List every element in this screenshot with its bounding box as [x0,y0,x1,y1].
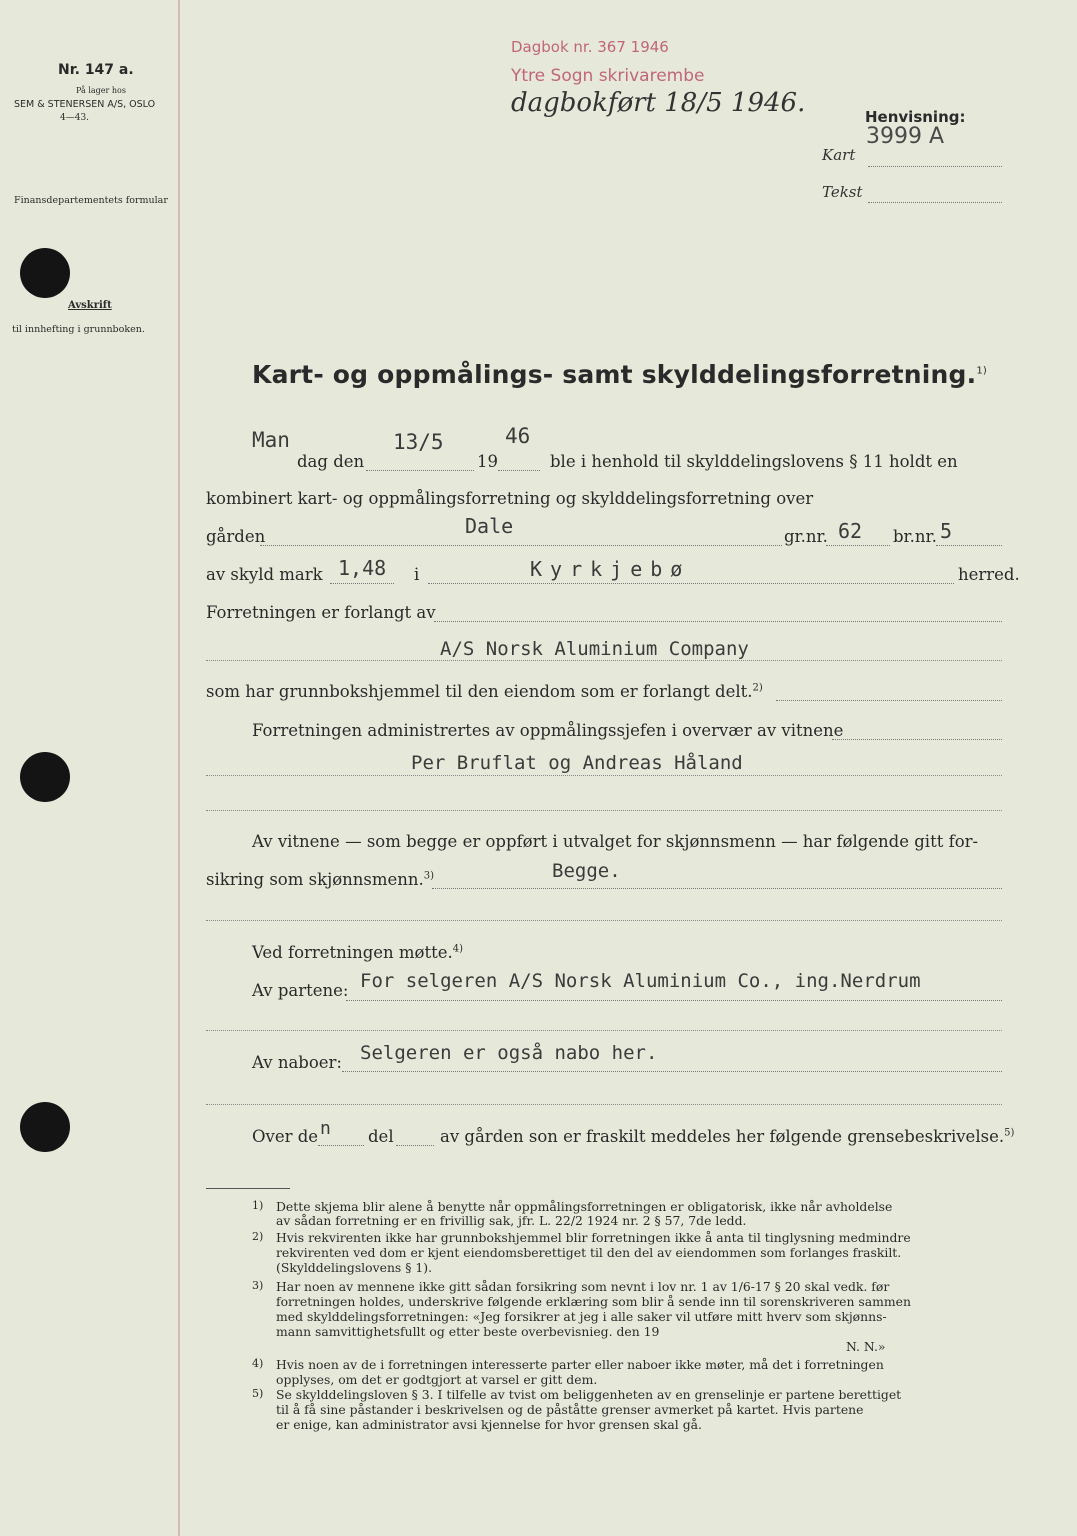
i-label: i [414,565,420,584]
footnote-line: er enige, kan administrator avsi kjennelse for hvor grensen skal gå. [276,1417,702,1432]
footnote-line: med skylddelingsforretningen: «Jeg forsikrer at jeg i alle saker vil utføre mitt hverv som skjønns- [276,1309,887,1324]
herred-line [428,583,954,584]
handwritten-diary-note: dagbokført 18/5 1946. [511,88,806,118]
punch-hole-middle [20,752,70,802]
begge-line [432,888,1002,889]
ministry-form-label: Finansdepartementets formular [14,195,168,206]
footnote-line: av sådan forretning er en frivillig sak, jfr. L. 22/2 1924 nr. 2 § 57, 7de ledd. [276,1213,747,1228]
footnote-number: 1) [252,1199,264,1212]
punch-hole-top [20,248,70,298]
partene-value: For selgeren A/S Norsk Aluminium Co., ing.Nerdrum [360,970,921,992]
herred-label: herred. [958,565,1020,584]
herred-value: Kyrkjebø [530,557,691,581]
footnote-line: (Skylddelingslovens § 1). [276,1260,433,1275]
naboer-value: Selgeren er også nabo her. [360,1042,658,1064]
year-prefix: 19 [477,452,498,471]
footnote-line: rekvirenten ved dom er kjent eiendomsberettiget til den del av eiendommen som forlanges fraskilt. [276,1245,902,1260]
forlangt-line-2 [206,660,1002,661]
avskrift-note: til innhefting i grunnboken. [12,324,145,335]
title-footnote-ref: 1) [976,365,987,377]
brnr-label: br.nr. [893,527,937,546]
footnote-line: opplyses, om det er godtgjort at varsel er gitt dem. [276,1372,598,1387]
publisher-name: SEM & STENERSEN A/S, OSLO [14,99,156,110]
grunnbok-label [206,682,763,701]
del-line [396,1145,434,1146]
kart-label: Kart [822,146,856,164]
grnr-line [826,545,890,546]
begge-line-2 [206,920,1002,921]
begge-value: Begge. [552,860,621,882]
reference-number: 3999 A [866,124,945,149]
av-vitnene-footnote-ref: 3) [423,870,435,882]
footnote-line: Hvis rekvirenten ikke har grunnbokshjemmel blir forretningen ikke å anta til tinglysning medmindre [276,1230,911,1245]
kart-line [868,166,1002,167]
over-footnote-ref: 5) [1004,1127,1015,1139]
footnote-line: Se skylddelingsloven § 3. I tilfelle av tvist om beliggenheten av en grenselinje er partene berettiget [276,1387,902,1402]
date-value: 13/5 [393,430,444,454]
footnote-number: 2) [252,1230,264,1243]
year-line [498,470,540,471]
court-stamp: Ytre Sogn skrivarembe [511,66,705,86]
vitner-value: Per Bruflat og Andreas Håland [411,752,743,774]
motte-footnote-ref: 4) [452,943,464,955]
reference-label: Henvisning: [865,108,966,126]
admin-label: Forretningen administrertes av oppmålingssjefen i overvær av vitnene [252,721,844,740]
motte-text: Ved forretningen møtte. [252,943,453,962]
line1-tail: ble i henhold til skylddelingslovens § 11 holdt en [550,452,958,471]
footnote-line: mann samvittighetsfullt og etter beste overbevisnieg. den 19 [276,1324,660,1339]
del-label: del [368,1127,394,1146]
title-text: Kart- og oppmålings- samt skylddelingsforretning. [252,360,977,389]
over-line [318,1145,364,1146]
forlangt-value: A/S Norsk Aluminium Company [440,638,749,660]
footnote-line: Hvis noen av de i forretningen interesserte parter eller naboer ikke møter, må det i forretningen [276,1357,884,1372]
footnote-number: 5) [252,1387,264,1400]
margin-line [178,0,180,1536]
brnr-value: 5 [940,519,953,543]
day-value: Man [252,428,290,452]
forlangt-label: Forretningen er forlangt av [206,603,436,622]
grunnbok-text: som har grunnbokshjemmel til den eiendom som er forlangt delt. [206,682,753,701]
vitner-line-2 [206,810,1002,811]
naboer-line-2 [206,1104,1002,1105]
over-tail-text: av gården son er fraskilt meddeles her følgende grensebeskrivelse. [440,1127,1005,1146]
av-vitnene-text: Av vitnene — som begge er oppført i utvalget for skjønnsmenn — har følgende gitt for- [252,832,979,851]
partene-label: Av partene: [252,981,349,1000]
naboer-label: Av naboer: [252,1053,342,1072]
year-value: 46 [505,424,531,448]
skyld-label: av skyld mark [206,565,323,584]
tekst-label: Tekst [822,183,863,201]
footnote-line: Har noen av mennene ikke gitt sådan forsikring som nevnt i lov nr. 1 av 1/6-17 § 20 skal vedk. før [276,1279,890,1294]
vitner-line [206,775,1002,776]
footnote-number: 3) [252,1279,264,1292]
form-number: Nr. 147 a. [58,62,134,78]
brnr-line [936,545,1002,546]
garden-value: Dale [465,514,514,538]
tekst-line [868,202,1002,203]
over-value: n [320,1118,331,1139]
skyld-value: 1,48 [338,556,387,580]
footnote-line: forretningen holdes, underskrive følgende erklæring som blir å sende inn til sorenskriveren sammen [276,1294,911,1309]
footnote-signature: N. N.» [846,1339,886,1354]
grnr-value: 62 [838,519,863,543]
footnote-line: til å få sine påstander i beskrivelsen og de påståtte grenser avmerket på kartet. Hvis partene [276,1402,864,1417]
publisher-date: 4—43. [60,113,90,123]
av-vitnene-text-2-value: sikring som skjønnsmenn. [206,870,424,889]
footnote-number: 4) [252,1357,264,1370]
over-label: Over de [252,1127,319,1146]
partene-line [346,1000,1002,1001]
av-vitnene-text-2 [206,870,434,889]
document-title [252,360,987,389]
avskrift-label: Avskrift [68,300,112,311]
partene-line-2 [206,1030,1002,1031]
date-line [366,470,474,471]
garden-label: gården [206,527,266,546]
dag-den-label: dag den [297,452,365,471]
over-tail [440,1127,1014,1146]
punch-hole-bottom [20,1102,70,1152]
forlangt-line [434,621,1002,622]
skyld-line [330,583,394,584]
publisher-line: På lager hos [76,86,126,95]
garden-line [260,545,782,546]
naboer-line [342,1071,1002,1072]
grunnbok-line [776,700,1002,701]
grunnbok-footnote-ref: 2) [752,682,763,694]
admin-line [832,739,1002,740]
motte-label [252,943,463,962]
diary-stamp: Dagbok nr. 367 1946 [511,38,669,56]
footnote-divider [206,1188,290,1189]
footnote-line: Dette skjema blir alene å benytte når oppmålingsforretningen er obligatorisk, ikke når avholdelse [276,1199,893,1214]
line2-text: kombinert kart- og oppmålingsforretning og skylddelingsforretning over [206,489,814,508]
grnr-label: gr.nr. [784,527,828,546]
